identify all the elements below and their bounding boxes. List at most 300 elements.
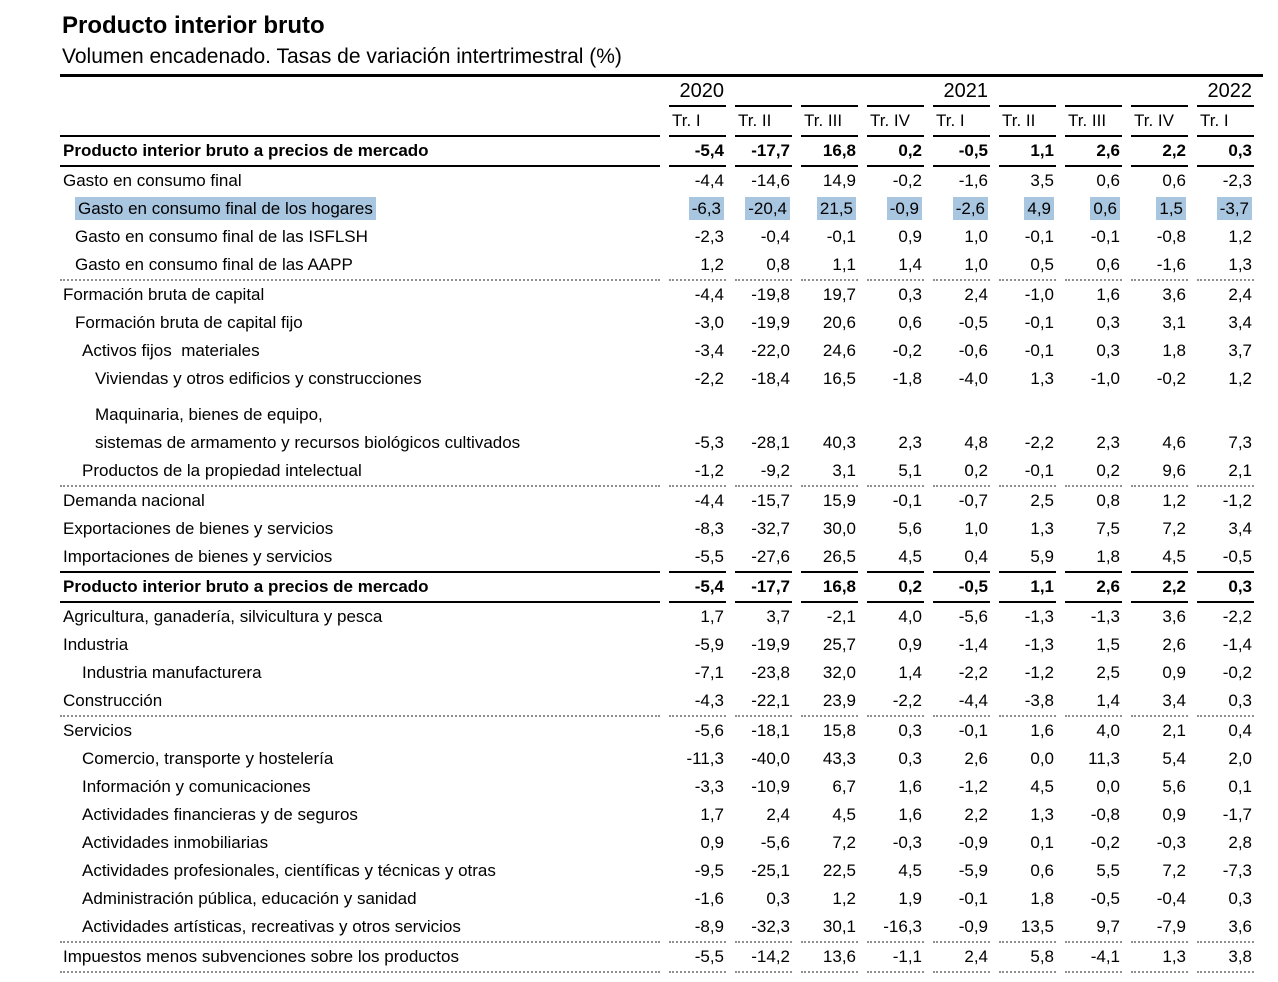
- value-cell: [999, 745, 1056, 773]
- page-subtitle: Volumen encadenado. Tasas de variación intertrimestral (%): [62, 44, 622, 68]
- value-text: 3,7: [1228, 340, 1252, 360]
- value-cell: [669, 801, 726, 829]
- value-cell: [933, 393, 990, 457]
- value-cell: [801, 195, 858, 223]
- quarter-header-spacer: [60, 107, 660, 137]
- value-text: 15,8: [822, 720, 856, 740]
- value-text: 16,8: [822, 576, 856, 596]
- value-text: -0,2: [892, 340, 922, 360]
- value-cell: [1131, 801, 1188, 829]
- value-text: 0,2: [964, 460, 988, 480]
- value-cell: [1197, 137, 1254, 167]
- row-label-cell: [60, 337, 660, 365]
- value-text: -17,7: [751, 140, 790, 160]
- row-label-cell: [60, 573, 660, 603]
- quarter-header-cell: Tr. II: [735, 107, 792, 137]
- value-cell: [801, 687, 858, 717]
- value-cell: [867, 603, 924, 631]
- value-cell: [1065, 137, 1122, 167]
- value-cell: [1197, 885, 1254, 913]
- value-text: -32,3: [751, 916, 790, 936]
- value-cell: [735, 745, 792, 773]
- value-text: -5,5: [694, 546, 724, 566]
- value-text: 4,5: [1162, 546, 1186, 566]
- value-cell: [1197, 223, 1254, 251]
- page-title: Producto interior bruto: [62, 12, 325, 39]
- value-cell: [867, 885, 924, 913]
- value-text: -2,2: [694, 368, 724, 388]
- value-text: -2,3: [1222, 170, 1252, 190]
- value-cell: [801, 337, 858, 365]
- value-cell: [999, 337, 1056, 365]
- table-row: [60, 393, 1254, 457]
- table-header: [60, 78, 1254, 137]
- value-text: -0,1: [958, 720, 988, 740]
- row-label-line2: sistemas de armamento y recursos biológicos cultivados: [95, 432, 521, 452]
- value-text: -2,3: [694, 226, 724, 246]
- value-text: 1,4: [1096, 690, 1120, 710]
- table-row: [60, 773, 1254, 801]
- value-text: -25,1: [751, 860, 790, 880]
- row-label: Administración pública, educación y sanidad: [82, 888, 417, 908]
- value-text: -18,1: [751, 720, 790, 740]
- value-cell: [801, 137, 858, 167]
- year-header-cell: [999, 78, 1056, 107]
- value-text: -17,7: [751, 576, 790, 596]
- value-cell: [735, 195, 792, 223]
- value-text: -1,6: [958, 170, 988, 190]
- row-label: Formación bruta de capital fijo: [75, 312, 303, 332]
- value-text: 0,3: [1096, 340, 1120, 360]
- value-text: 3,8: [1228, 946, 1252, 966]
- value-text: 0,9: [898, 634, 922, 654]
- value-text: -4,4: [958, 690, 988, 710]
- value-text: 2,5: [1096, 662, 1120, 682]
- value-cell: [999, 801, 1056, 829]
- value-cell: [669, 337, 726, 365]
- value-cell: [1197, 573, 1254, 603]
- value-cell: [999, 543, 1056, 573]
- value-text: 0,0: [1096, 776, 1120, 796]
- value-cell: [1065, 309, 1122, 337]
- value-cell: [867, 337, 924, 365]
- value-text: 1,3: [1030, 368, 1054, 388]
- value-text: -14,2: [751, 946, 790, 966]
- value-cell: [1131, 365, 1188, 393]
- row-label: Productos de la propiedad intelectual: [82, 460, 362, 480]
- value-cell: [669, 631, 726, 659]
- value-text: -7,3: [1222, 860, 1252, 880]
- value-cell: [999, 829, 1056, 857]
- value-text: 19,7: [822, 284, 856, 304]
- value-text: -1,6: [694, 888, 724, 908]
- value-cell: [1065, 745, 1122, 773]
- value-cell: [1065, 251, 1122, 281]
- value-cell: [669, 717, 726, 745]
- row-label-cell: [60, 137, 660, 167]
- value-cell: [1065, 337, 1122, 365]
- row-label-cell: [60, 913, 660, 943]
- value-cell: [867, 309, 924, 337]
- value-cell: [1131, 251, 1188, 281]
- value-text: 4,5: [1030, 776, 1054, 796]
- value-text: 0,0: [1030, 748, 1054, 768]
- value-cell: [1197, 543, 1254, 573]
- value-text: 4,6: [1162, 432, 1186, 452]
- row-label-cell: [60, 457, 660, 487]
- value-cell: [1065, 885, 1122, 913]
- value-text: -0,2: [1156, 368, 1186, 388]
- value-text: -3,8: [1024, 690, 1054, 710]
- value-cell: [735, 515, 792, 543]
- row-label-cell: [60, 223, 660, 251]
- gdp-table: [51, 78, 1263, 973]
- quarter-header-cell: Tr. III: [1065, 107, 1122, 137]
- value-text: -19,9: [751, 312, 790, 332]
- value-cell: [801, 631, 858, 659]
- value-cell: [669, 309, 726, 337]
- value-cell: [801, 393, 858, 457]
- row-label: Demanda nacional: [63, 490, 205, 510]
- row-label-cell: [60, 195, 660, 223]
- value-cell: [867, 137, 924, 167]
- value-cell: [867, 251, 924, 281]
- value-text: 7,5: [1096, 518, 1120, 538]
- value-text: 0,3: [1228, 690, 1252, 710]
- value-text: 1,8: [1030, 888, 1054, 908]
- value-cell: [801, 543, 858, 573]
- value-cell: [1131, 745, 1188, 773]
- value-cell: [933, 687, 990, 717]
- value-text: -1,1: [892, 946, 922, 966]
- value-cell: [933, 573, 990, 603]
- value-cell: [669, 943, 726, 973]
- value-text: 23,9: [822, 690, 856, 710]
- value-text: -1,6: [1156, 254, 1186, 274]
- value-text: 0,3: [898, 284, 922, 304]
- table-row: [60, 487, 1254, 515]
- quarter-header-cell: Tr. I: [669, 107, 726, 137]
- value-cell: [1197, 631, 1254, 659]
- value-text: -0,5: [958, 576, 988, 596]
- value-text: 7,2: [1162, 518, 1186, 538]
- table-row: [60, 573, 1254, 603]
- value-cell: [1197, 515, 1254, 543]
- row-label-cell: [60, 365, 660, 393]
- row-label-cell: [60, 603, 660, 631]
- value-text: 1,0: [964, 518, 988, 538]
- value-cell: [999, 515, 1056, 543]
- value-cell: [735, 687, 792, 717]
- value-cell: [933, 457, 990, 487]
- year-header-row: [60, 78, 1254, 107]
- year-header-cell: 2021: [933, 78, 990, 107]
- value-cell: [801, 365, 858, 393]
- value-text: -0,1: [1024, 340, 1054, 360]
- value-cell: [1065, 631, 1122, 659]
- value-cell: [1131, 195, 1188, 223]
- year-header-spacer: [60, 78, 660, 107]
- value-cell: [735, 631, 792, 659]
- value-cell: [1065, 913, 1122, 943]
- value-text: 1,6: [898, 804, 922, 824]
- value-cell: [1131, 631, 1188, 659]
- value-text: 7,3: [1228, 432, 1252, 452]
- value-text: -28,1: [751, 432, 790, 452]
- value-text: 1,4: [898, 662, 922, 682]
- value-cell: [1131, 885, 1188, 913]
- value-cell: [1131, 393, 1188, 457]
- value-text: 24,6: [822, 340, 856, 360]
- value-cell: [735, 487, 792, 515]
- value-text: -3,4: [694, 340, 724, 360]
- value-cell: [801, 457, 858, 487]
- value-text: 21,5: [817, 197, 856, 220]
- value-text: 30,0: [822, 518, 856, 538]
- row-label: Gasto en consumo final de las AAPP: [75, 254, 353, 274]
- value-cell: [1131, 457, 1188, 487]
- value-cell: [735, 829, 792, 857]
- row-label: Formación bruta de capital: [63, 284, 265, 304]
- value-text: 0,1: [1228, 776, 1252, 796]
- year-header-cell: [867, 78, 924, 107]
- value-cell: [669, 195, 726, 223]
- value-text: -0,1: [826, 226, 856, 246]
- row-label: Industria: [63, 634, 129, 654]
- value-cell: [933, 631, 990, 659]
- value-cell: [1131, 659, 1188, 687]
- value-text: -7,1: [694, 662, 724, 682]
- value-text: -1,2: [958, 776, 988, 796]
- gdp-report-page: [0, 12, 1278, 973]
- value-text: 2,1: [1162, 720, 1186, 740]
- value-text: 1,2: [832, 888, 856, 908]
- row-label-cell: [60, 631, 660, 659]
- row-label-cell: [60, 251, 660, 281]
- value-text: -4,4: [694, 490, 724, 510]
- value-cell: [1065, 717, 1122, 745]
- value-text: 0,9: [700, 832, 724, 852]
- value-cell: [669, 223, 726, 251]
- value-text: -27,6: [751, 546, 790, 566]
- value-text: 0,3: [1228, 140, 1252, 160]
- value-cell: [735, 167, 792, 195]
- value-text: 1,9: [898, 888, 922, 908]
- row-label-cell: [60, 487, 660, 515]
- value-text: -1,0: [1090, 368, 1120, 388]
- header-rule: [60, 74, 1263, 77]
- value-text: 4,0: [898, 606, 922, 626]
- value-cell: [735, 337, 792, 365]
- value-text: -5,9: [958, 860, 988, 880]
- value-cell: [999, 137, 1056, 167]
- value-cell: [669, 603, 726, 631]
- value-text: -11,3: [686, 748, 724, 768]
- value-text: 1,2: [1162, 490, 1186, 510]
- value-cell: [1131, 717, 1188, 745]
- row-label: Gasto en consumo final de los hogares: [75, 197, 376, 220]
- value-text: -5,6: [958, 606, 988, 626]
- value-text: 3,1: [832, 460, 856, 480]
- table-row: [60, 543, 1254, 573]
- table-row: [60, 167, 1254, 195]
- value-text: 9,6: [1162, 460, 1186, 480]
- value-cell: [801, 745, 858, 773]
- value-text: 1,3: [1030, 804, 1054, 824]
- value-text: 0,3: [766, 888, 790, 908]
- value-text: -3,3: [694, 776, 724, 796]
- row-label-line1: Maquinaria, bienes de equipo,: [95, 404, 323, 424]
- value-text: 0,6: [1162, 170, 1186, 190]
- value-cell: [1065, 543, 1122, 573]
- value-cell: [1197, 687, 1254, 717]
- year-header-cell: [735, 78, 792, 107]
- value-cell: [1065, 195, 1122, 223]
- value-cell: [867, 943, 924, 973]
- value-cell: [999, 487, 1056, 515]
- value-text: -5,3: [694, 432, 724, 452]
- row-label-cell: [60, 515, 660, 543]
- value-cell: [735, 251, 792, 281]
- value-text: -2,1: [826, 606, 856, 626]
- value-text: 5,8: [1030, 946, 1054, 966]
- value-text: 9,7: [1096, 916, 1120, 936]
- value-text: 1,1: [1030, 576, 1054, 596]
- table-row: [60, 801, 1254, 829]
- value-text: 26,5: [822, 546, 856, 566]
- value-text: 1,5: [1156, 197, 1186, 220]
- value-cell: [1197, 913, 1254, 943]
- value-cell: [1065, 659, 1122, 687]
- year-header-cell: 2020: [669, 78, 726, 107]
- row-label-cell: [60, 687, 660, 717]
- value-cell: [999, 631, 1056, 659]
- value-text: -1,3: [1090, 606, 1120, 626]
- value-text: 16,5: [822, 368, 856, 388]
- value-cell: [933, 281, 990, 309]
- value-text: 4,5: [832, 804, 856, 824]
- value-cell: [867, 801, 924, 829]
- value-text: 6,7: [832, 776, 856, 796]
- year-header-cell: [1131, 78, 1188, 107]
- value-cell: [1065, 393, 1122, 457]
- row-label: Información y comunicaciones: [82, 776, 311, 796]
- row-label-cell: [60, 717, 660, 745]
- value-cell: [801, 603, 858, 631]
- value-text: -0,1: [1024, 460, 1054, 480]
- value-cell: [933, 913, 990, 943]
- value-text: -1,3: [1024, 634, 1054, 654]
- value-text: 3,6: [1162, 284, 1186, 304]
- value-cell: [735, 281, 792, 309]
- value-text: -0,3: [892, 832, 922, 852]
- value-cell: [1131, 281, 1188, 309]
- value-cell: [867, 515, 924, 543]
- value-text: 4,8: [964, 432, 988, 452]
- value-text: 3,6: [1162, 606, 1186, 626]
- value-cell: [933, 857, 990, 885]
- row-label: Actividades profesionales, científicas y técnicas y otras: [82, 860, 496, 880]
- value-text: -16,3: [883, 916, 922, 936]
- value-cell: [1197, 365, 1254, 393]
- year-header-cell: [1065, 78, 1122, 107]
- value-text: -1,8: [892, 368, 922, 388]
- value-cell: [999, 251, 1056, 281]
- row-label: Agricultura, ganadería, silvicultura y pesca: [63, 606, 383, 626]
- value-text: 32,0: [822, 662, 856, 682]
- value-text: -8,9: [694, 916, 724, 936]
- value-cell: [933, 829, 990, 857]
- value-text: 43,3: [822, 748, 856, 768]
- value-cell: [933, 943, 990, 973]
- value-cell: [1131, 337, 1188, 365]
- value-cell: [1065, 223, 1122, 251]
- row-label: Viviendas y otros edificios y construcciones: [95, 368, 422, 388]
- value-cell: [735, 603, 792, 631]
- value-cell: [999, 603, 1056, 631]
- year-header-cell: [801, 78, 858, 107]
- value-text: -0,8: [1156, 226, 1186, 246]
- value-text: -5,4: [694, 576, 724, 596]
- value-text: 30,1: [822, 916, 856, 936]
- value-cell: [999, 687, 1056, 717]
- value-text: -0,2: [1222, 662, 1252, 682]
- table-row: [60, 337, 1254, 365]
- value-text: -2,2: [1024, 432, 1054, 452]
- value-text: 0,3: [1228, 576, 1252, 596]
- value-cell: [735, 223, 792, 251]
- table-row: [60, 913, 1254, 943]
- table-row: [60, 515, 1254, 543]
- value-text: -7,9: [1156, 916, 1186, 936]
- value-cell: [1197, 309, 1254, 337]
- value-cell: [933, 543, 990, 573]
- value-cell: [867, 457, 924, 487]
- value-cell: [999, 573, 1056, 603]
- value-text: 13,6: [822, 946, 856, 966]
- row-label-cell: [60, 543, 660, 573]
- value-cell: [1197, 337, 1254, 365]
- value-cell: [999, 913, 1056, 943]
- value-cell: [933, 251, 990, 281]
- value-cell: [1197, 195, 1254, 223]
- value-cell: [801, 913, 858, 943]
- value-text: -1,7: [1222, 804, 1252, 824]
- value-cell: [999, 773, 1056, 801]
- value-cell: [735, 717, 792, 745]
- value-text: 1,1: [1030, 140, 1054, 160]
- value-text: 1,1: [832, 254, 856, 274]
- value-text: 0,5: [1030, 254, 1054, 274]
- value-cell: [1065, 603, 1122, 631]
- value-cell: [801, 801, 858, 829]
- value-text: -18,4: [751, 368, 790, 388]
- value-text: -9,5: [694, 860, 724, 880]
- value-cell: [1197, 393, 1254, 457]
- value-text: 1,7: [700, 606, 724, 626]
- value-cell: [669, 137, 726, 167]
- value-cell: [1197, 457, 1254, 487]
- value-text: 2,4: [964, 946, 988, 966]
- value-cell: [669, 773, 726, 801]
- value-cell: [1065, 857, 1122, 885]
- value-cell: [801, 829, 858, 857]
- table-row: [60, 251, 1254, 281]
- value-cell: [1197, 773, 1254, 801]
- value-cell: [1197, 603, 1254, 631]
- table-row: [60, 829, 1254, 857]
- value-cell: [933, 885, 990, 913]
